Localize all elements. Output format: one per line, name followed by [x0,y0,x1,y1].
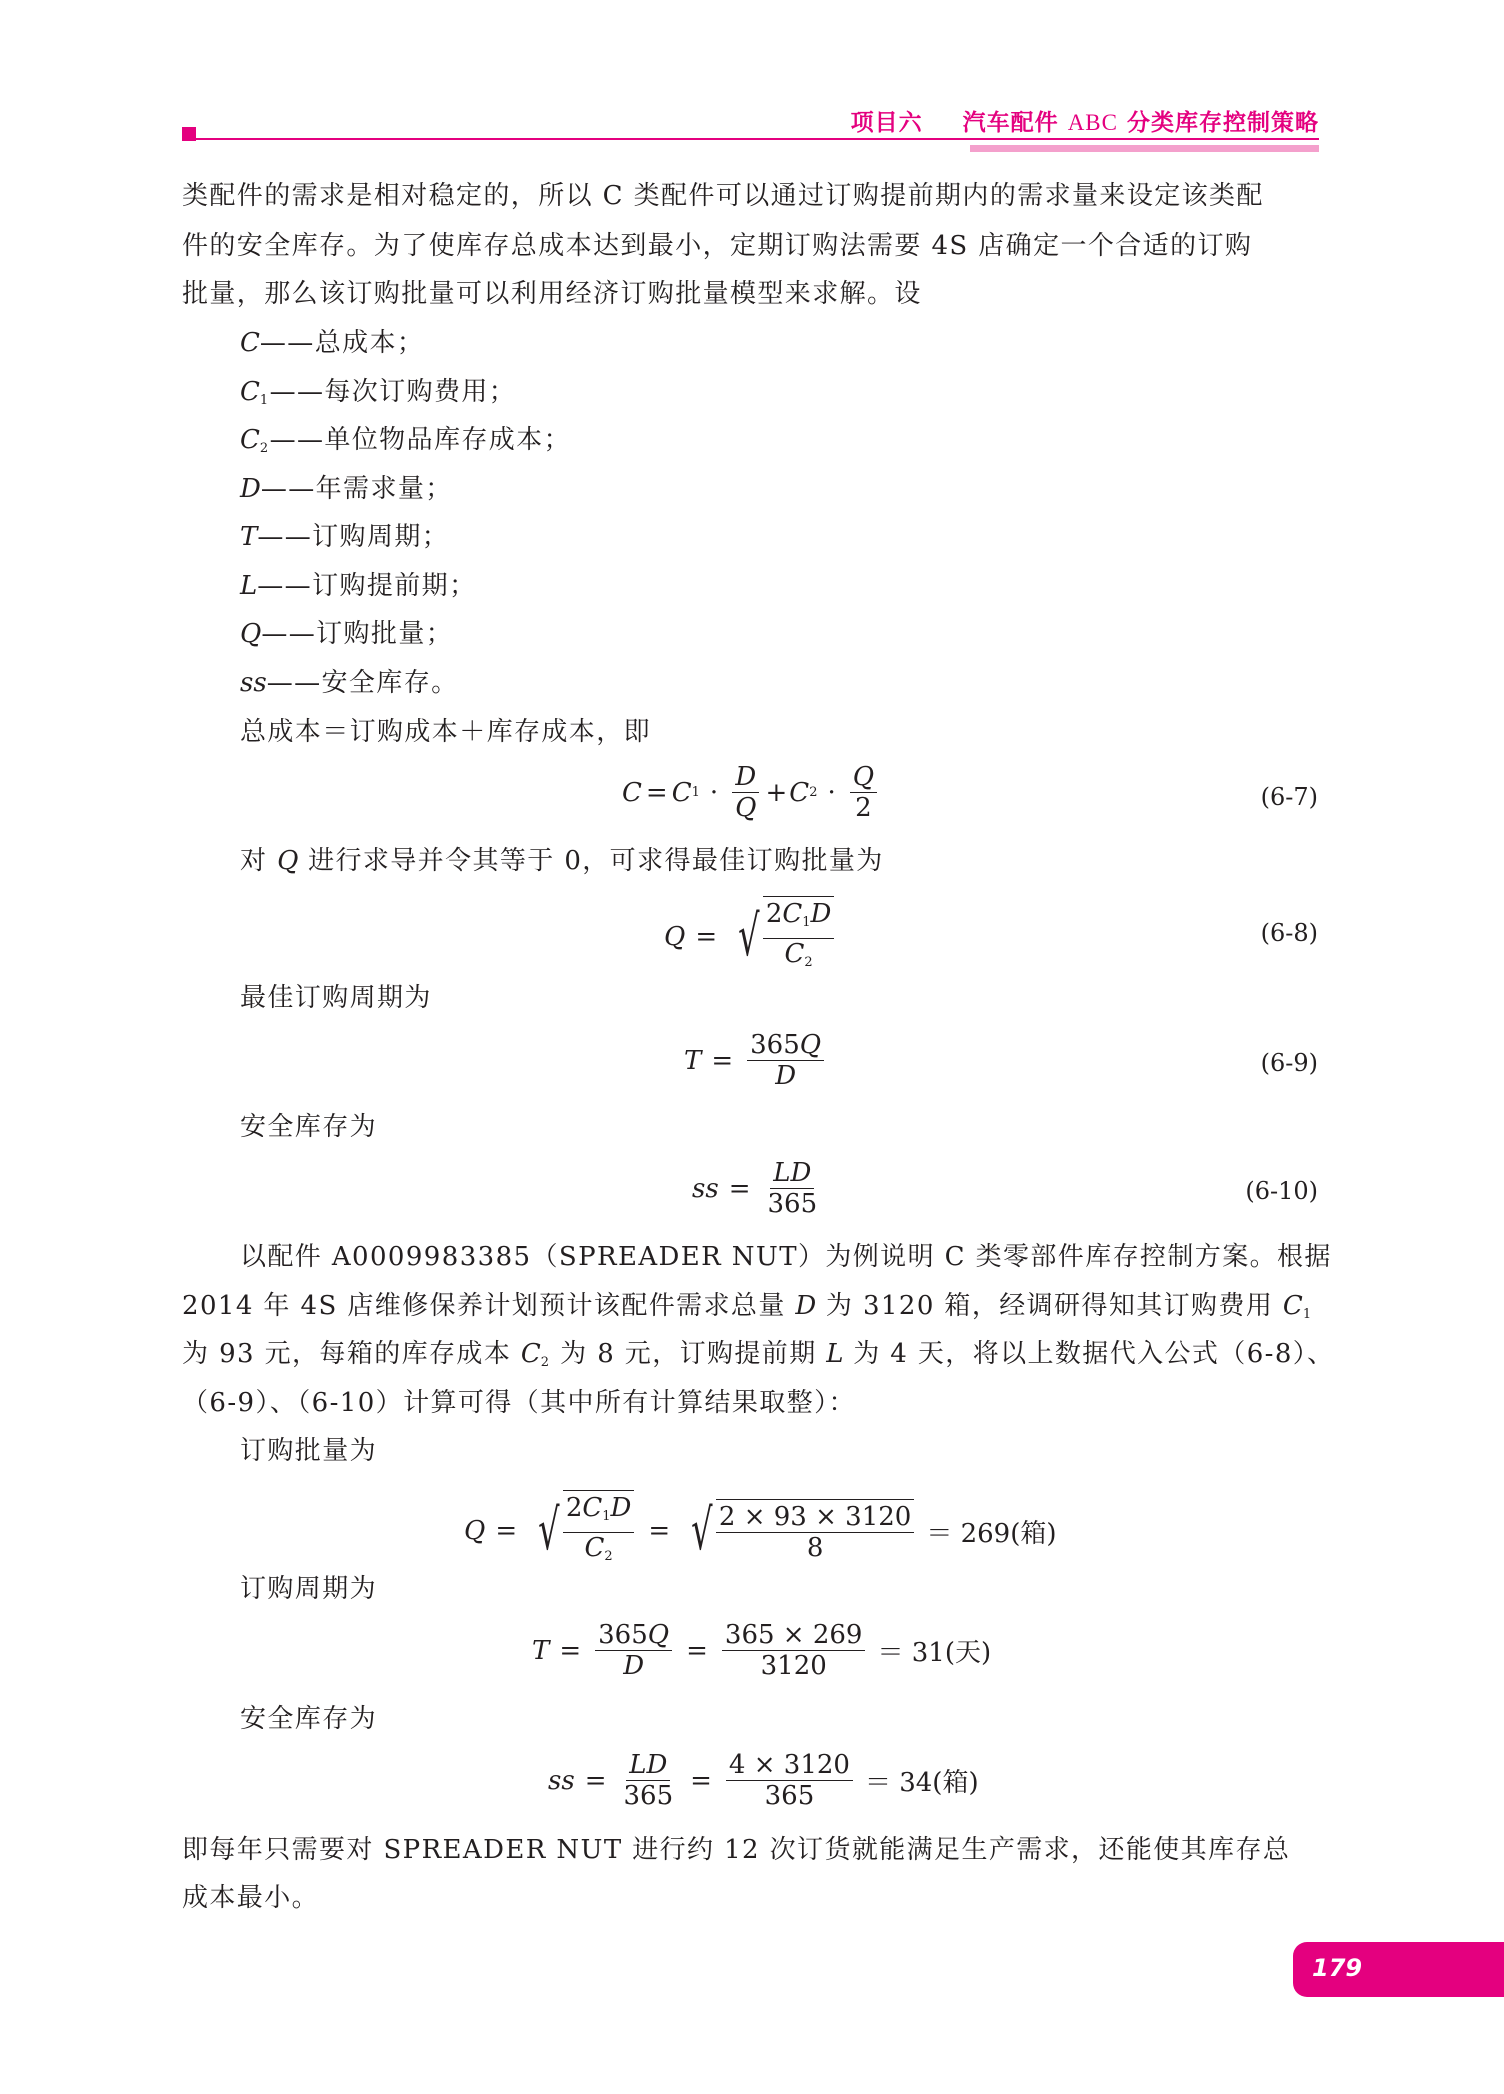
running-header [851,104,1319,137]
example-line-1: 以配件 A0009983385（SPREADER NUT）为例说明 C 类零部件库存控制方案。根据 [240,1242,1332,1272]
header-title-b: 分类库存控制策略 [1127,110,1319,136]
formula-6-9: T = $\frac{365Q}{D}$ [684,1030,828,1091]
calc-q-label: 订购批量为 [240,1436,378,1466]
def-t: T——订购周期； [240,522,450,552]
def-c2: $C_2——$单位物品库存成本； [240,425,571,456]
eq-number-6-10: (6-10) [1245,1177,1318,1205]
conclusion-line-1: 即每年只需要对 SPREADER NUT 进行约 12 次订货就能满足生产需求，还能使其库存总 [182,1835,1291,1865]
intro-line-1: 类配件的需求是相对稳定的，所以 C 类配件可以通过订购提前期内的需求量来设定该类配 [182,181,1264,211]
header-rule [196,138,1319,140]
def-c1: $C_1——$每次订购费用； [240,377,517,408]
example-line-2: 2014 年 4S 店维修保养计划预计该配件需求总量 D 为 3120 箱，经调研得知其订购费用 $C_1$ [182,1291,1313,1322]
conclusion-line-2: 成本最小。 [182,1883,320,1913]
eq-number-6-9: (6-9) [1260,1049,1318,1077]
header-accent-bar [970,145,1319,152]
best-period-line: 最佳订购周期为 [240,983,432,1013]
derive-line: 对 Q 进行求导并令其等于 0，可求得最佳订购批量为 [240,846,884,876]
eq-number-6-8: (6-8) [1260,919,1318,947]
header-title-abc: ABC [1067,110,1118,135]
safety-line: 安全库存为 [240,1112,378,1142]
def-q: Q——订购批量； [240,619,454,649]
intro-line-3: 批量，那么该订购批量可以利用经济订购批量模型来求解。设 [182,279,922,309]
header-project: 项目六 [850,110,923,136]
def-c: C——总成本； [240,328,425,358]
example-line-3: 为 93 元，每箱的库存成本 $C_2$ 为 8 元，订购提前期 L 为 4 天，将以上数据代入公式（6-8）、 [182,1339,1335,1370]
formula-6-10: ss = $\frac{LD}{365}$ [692,1158,818,1219]
calc-ss-label: 安全库存为 [240,1704,378,1734]
def-l: L——订购提前期； [240,571,477,601]
def-ss: ss——安全库存。 [240,668,459,698]
formula-6-7: C = C 1 · $\frac{D}{Q}$ + C 2 · $\frac{Q}{2}$ [622,762,881,823]
calc-q-formula: Q = √ $\frac{2C_1D}{C_2}$ = √ $\frac{2 \times 93 \times 3120}{8}$ ＝ 269(箱) [464,1490,1057,1572]
calc-t-formula: T = $\frac{365Q}{D}$ = $\frac{365 \times 269}{3120}$ ＝ 31(天) [532,1620,992,1681]
eq-number-6-7: (6-7) [1260,783,1318,811]
intro-line-2: 件的安全库存。为了使库存总成本达到最小，定期订购法需要 4S 店确定一个合适的订购 [182,231,1253,261]
formula-6-8: Q = √ $\frac{2C_1D}{C_2}$ [664,896,838,978]
calc-ss-formula: ss = $\frac{LD}{365}$ = $\frac{4 \times 3120}{365}$ ＝ 34(箱) [548,1750,979,1811]
def-d: D——年需求量； [240,474,453,504]
page-number: 179 [1312,1954,1363,1982]
header-square-marker [182,127,196,141]
cost-line: 总成本＝订购成本＋库存成本，即 [240,717,652,747]
example-line-4: （6-9）、（6-10）计算可得（其中所有计算结果取整）： [182,1388,856,1418]
calc-t-label: 订购周期为 [240,1574,378,1604]
header-title-a: 汽车配件 [962,110,1059,136]
